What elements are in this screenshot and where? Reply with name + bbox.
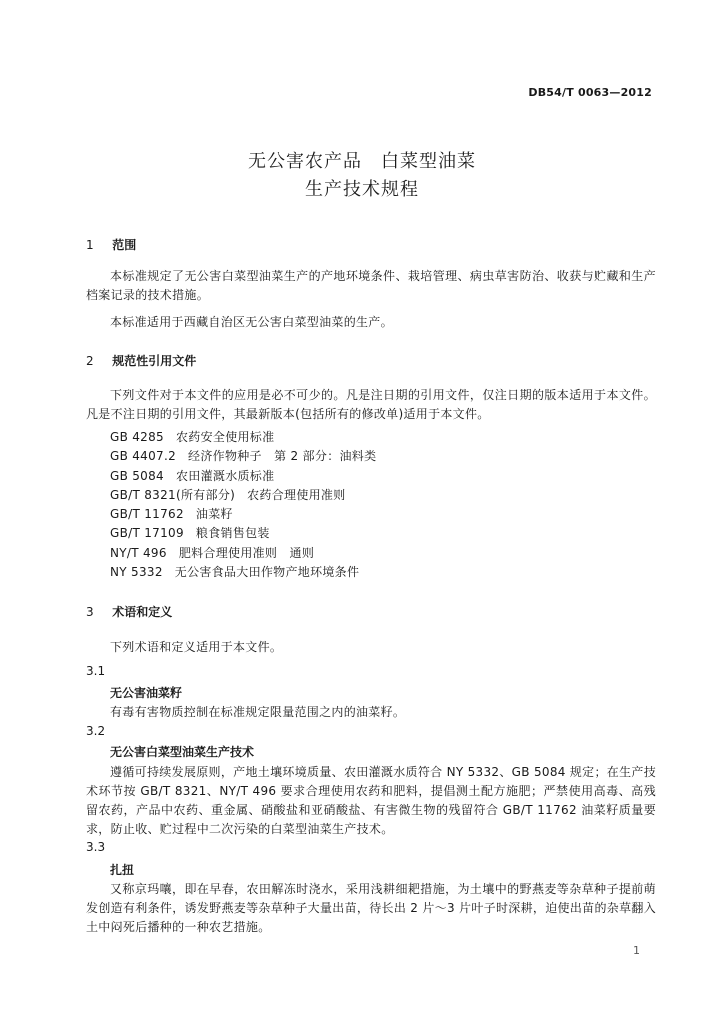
term-title: 扎扭 [110, 863, 135, 877]
term-definition: 又称京玛嚷，即在早春，农田解冻时浇水，采用浅耕细耙措施，为土壤中的野燕麦等杂草种子提前萌发创造有利条件，诱发野燕麦等杂草种子大量出苗，待长出 2 片～3 片叶子时深耕，迫使出苗的杂草翻入土中闷死后播种的一种农艺措施。 [86, 882, 656, 934]
reference-code: GB/T 8321(所有部分) [110, 487, 236, 502]
reference-code: GB 4285 [110, 430, 164, 444]
term-number: 3.1 [86, 664, 106, 678]
section-heading-text: 规范性引用文件 [112, 354, 197, 368]
reference-item [110, 447, 376, 466]
reference-title: 经济作物种子 第 2 部分：油料类 [188, 449, 377, 464]
reference-code: NY/T 496 [110, 545, 167, 560]
section-number: 3 [86, 605, 94, 619]
reference-item [110, 486, 376, 505]
section-2-heading [86, 352, 196, 369]
section-3-heading [86, 603, 172, 620]
reference-list [110, 428, 376, 582]
reference-item [110, 505, 376, 524]
section-2-intro: 下列文件对于本文件的应用是必不可少的。凡是注日期的引用文件，仅注日期的版本适用于本文件。凡是不注日期的引用文件，其最新版本(包括所有的修改单)适用于本文件。 [86, 388, 656, 421]
reference-item [110, 524, 376, 543]
reference-code: GB/T 17109 [110, 526, 184, 541]
term-title: 无公害油菜籽 [110, 686, 183, 700]
standard-code: DB54/T 0063—2012 [528, 86, 652, 99]
term-title: 无公害白菜型油菜生产技术 [110, 745, 255, 759]
reference-title: 粮食销售包装 [195, 526, 270, 541]
reference-title: 无公害食品大田作物产地环境条件 [174, 565, 360, 580]
reference-title: 油菜籽 [195, 507, 233, 522]
reference-title: 肥料合理使用准则 通则 [178, 545, 315, 560]
reference-code: NY 5332 [110, 565, 163, 580]
section-number: 2 [86, 354, 94, 368]
reference-code: GB 5084 [110, 468, 164, 483]
term-definition: 有毒有害物质控制在标准规定限量范围之内的油菜籽。 [110, 705, 406, 719]
section-1-heading [86, 236, 136, 253]
section-3-intro: 下列术语和定义适用于本文件。 [110, 640, 283, 654]
section-1-paragraph-2: 本标准适用于西藏自治区无公害白菜型油菜的生产。 [110, 315, 393, 329]
reference-title: 农药合理使用准则 [247, 487, 346, 502]
section-heading-text: 术语和定义 [112, 605, 173, 619]
reference-code: GB/T 11762 [110, 507, 184, 522]
document-title-line2: 生产技术规程 [305, 179, 419, 200]
term-definition: 遵循可持续发展原则，产地土壤环境质量、农田灌溉水质符合 NY 5332、GB 5084 规定；在生产技术环节按 GB/T 8321、NY/T 496 要求合理使用农药和肥料，提倡测土配方施肥；严禁使用高毒、高残留农药，产品中农药、重金属、硝酸盐和亚硝酸盐、有害微生物的残留符合 GB/T 11762 油菜籽质量要求，防止收、贮过程中二次污染的白菜型油菜生产技术。 [86, 765, 656, 836]
document-title-line1: 无公害农产品 白菜型油菜 [248, 151, 476, 172]
reference-item [110, 467, 376, 486]
reference-item [110, 428, 376, 447]
section-1-paragraph-1: 本标准规定了无公害白菜型油菜生产的产地环境条件、栽培管理、病虫草害防治、收获与贮藏和生产档案记录的技术措施。 [86, 269, 656, 302]
reference-code: GB 4407.2 [110, 449, 177, 464]
reference-title: 农田灌溉水质标准 [176, 468, 275, 483]
term-number: 3.2 [86, 724, 106, 738]
reference-item [110, 563, 376, 582]
section-number: 1 [86, 238, 94, 252]
reference-title: 农药安全使用标准 [176, 430, 275, 444]
section-heading-text: 范围 [112, 238, 137, 252]
reference-item [110, 544, 376, 563]
term-number: 3.3 [86, 840, 106, 854]
page-number: 1 [633, 944, 640, 957]
